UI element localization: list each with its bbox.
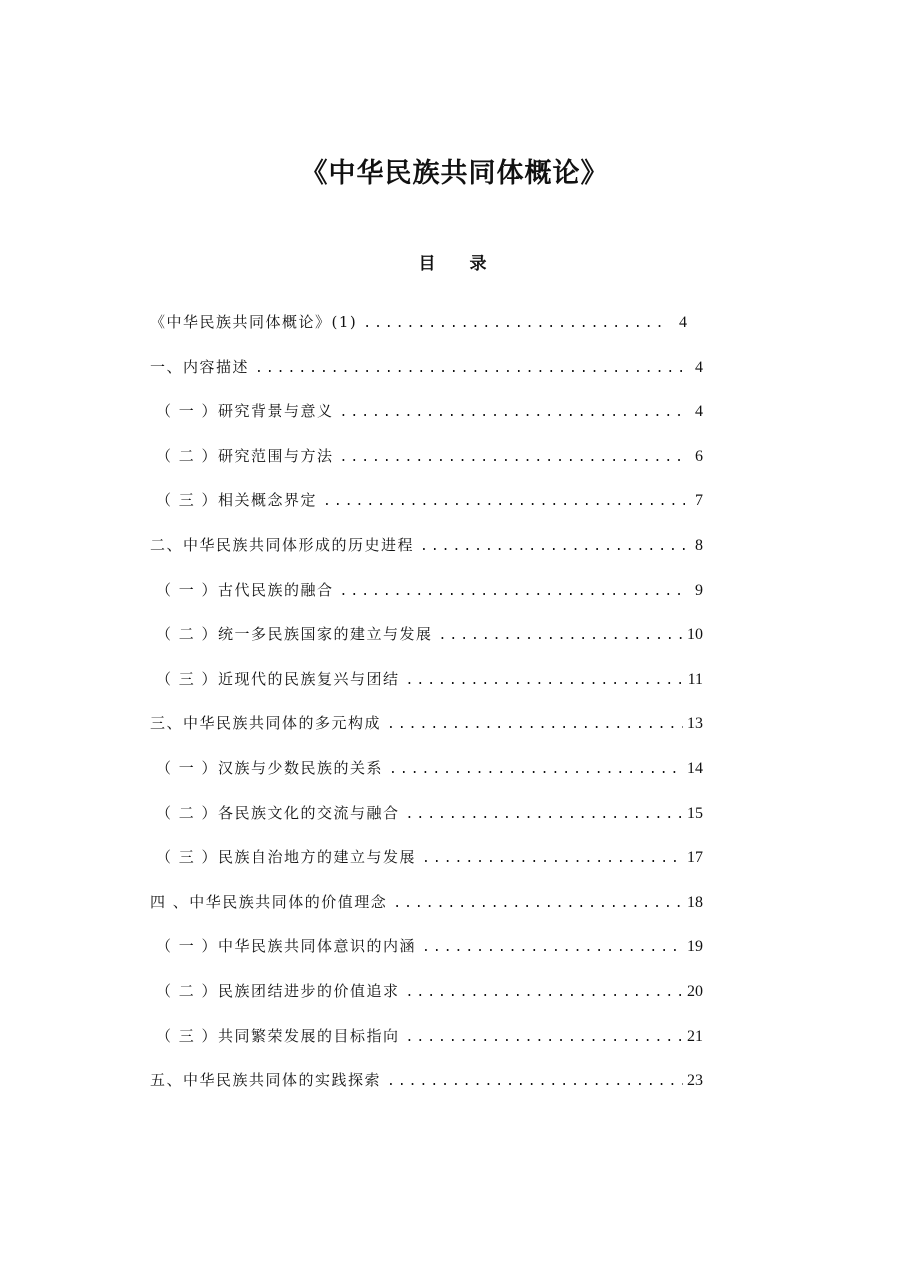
toc-entry-page: 6 [695, 447, 703, 465]
toc-entry[interactable] [150, 799, 703, 844]
toc-entry-page: 17 [687, 849, 703, 867]
toc-entry-page: 18 [687, 893, 703, 911]
toc-leader-dots [387, 711, 683, 739]
toc-entry-label: （ 三 ）共同繁荣发展的目标指向 [156, 1026, 400, 1045]
toc-entry-page: 10 [687, 626, 703, 644]
toc-entry-label: （ 一 ）汉族与少数民族的关系 [156, 758, 384, 777]
toc-entry-label: （ 一 ）研究背景与意义 [156, 402, 334, 421]
toc-entry-label: 五、中华民族共同体的实践探索 [150, 1071, 382, 1090]
toc-entry[interactable] [150, 843, 703, 888]
toc-entry-label: （ 一 ）中华民族共同体意识的内涵 [156, 937, 417, 956]
toc-entry-label: 四 、中华民族共同体的价值理念 [150, 892, 388, 911]
toc-leader-dots [420, 533, 685, 561]
toc-leader-dots [406, 667, 684, 695]
toc-leader-dots [340, 399, 685, 427]
toc-leader-dots [439, 622, 683, 650]
toc-entry-label: （ 三 ）近现代的民族复兴与团结 [156, 669, 400, 688]
toc-entry-label: （ 三 ）民族自治地方的建立与发展 [156, 848, 417, 867]
toc-entry[interactable] [150, 665, 703, 710]
toc-entry-label: 一、内容描述 [150, 357, 250, 376]
toc-leader-dots [422, 845, 683, 873]
toc-entry-page: 4 [695, 358, 703, 376]
toc-entry-page: 20 [687, 982, 703, 1000]
toc-leader-dots [255, 355, 685, 383]
toc-entry-page: 7 [695, 492, 703, 510]
toc-leader-dots [406, 801, 683, 829]
toc-leader-dots [363, 310, 669, 338]
toc-entry[interactable] [150, 888, 703, 933]
toc-leader-dots [340, 578, 685, 606]
toc-entry[interactable] [150, 353, 703, 398]
toc-leader-dots [406, 979, 683, 1007]
toc-entry-page: 9 [695, 581, 703, 599]
toc-entry-page: 15 [687, 804, 703, 822]
toc-entry[interactable] [150, 932, 703, 977]
toc-entry-label: （ 一 ）古代民族的融合 [156, 580, 334, 599]
toc-leader-dots [389, 756, 683, 784]
toc-entry[interactable] [150, 709, 703, 754]
toc-entry-page: 4 [679, 314, 687, 331]
toc-entry[interactable] [150, 1066, 703, 1111]
toc-entry-label: （ 二 ）各民族文化的交流与融合 [156, 803, 400, 822]
toc-entry-page: 11 [687, 670, 703, 688]
toc-entry-label: （ 三 ）相关概念界定 [156, 491, 318, 510]
toc-entry-page: 14 [687, 759, 703, 777]
toc-leader-dots [387, 1068, 683, 1096]
toc-entry-page: 4 [695, 403, 703, 421]
toc-entry-label: （ 二 ）民族团结进步的价值追求 [156, 981, 400, 1000]
toc-entry-page: 23 [687, 1072, 703, 1090]
toc-entry-page: 8 [695, 536, 703, 554]
toc-leader-dots [406, 1024, 683, 1052]
toc-entry[interactable] [150, 442, 703, 487]
toc-entry[interactable] [150, 754, 703, 799]
toc-entry-label: （ 二 ）统一多民族国家的建立与发展 [156, 625, 433, 644]
toc-entry-page: 19 [687, 938, 703, 956]
toc-entry[interactable] [150, 486, 703, 531]
toc-entry-label: 二、中华民族共同体形成的历史进程 [150, 535, 415, 554]
toc-leader-dots [340, 444, 685, 472]
toc-entry[interactable] [150, 308, 703, 353]
toc-entry[interactable] [150, 531, 703, 576]
table-of-contents [150, 308, 703, 1111]
document-title: 《中华民族共同体概论》 [300, 158, 609, 189]
toc-entry-label: （ 二 ）研究范围与方法 [156, 446, 334, 465]
toc-entry-page: 13 [687, 715, 703, 733]
toc-leader-dots [422, 934, 683, 962]
toc-leader-dots [393, 890, 683, 918]
toc-entry[interactable] [150, 397, 703, 442]
toc-entry[interactable] [150, 1022, 703, 1067]
toc-entry[interactable] [150, 977, 703, 1022]
toc-heading: 目 录 [418, 254, 501, 274]
toc-leader-dots [323, 488, 685, 516]
toc-entry-page: 21 [687, 1027, 703, 1045]
toc-entry[interactable] [150, 620, 703, 665]
toc-entry-label: 《中华民族共同体概论》(1) [150, 313, 358, 331]
toc-entry[interactable] [150, 576, 703, 621]
toc-entry-label: 三、中华民族共同体的多元构成 [150, 714, 382, 733]
